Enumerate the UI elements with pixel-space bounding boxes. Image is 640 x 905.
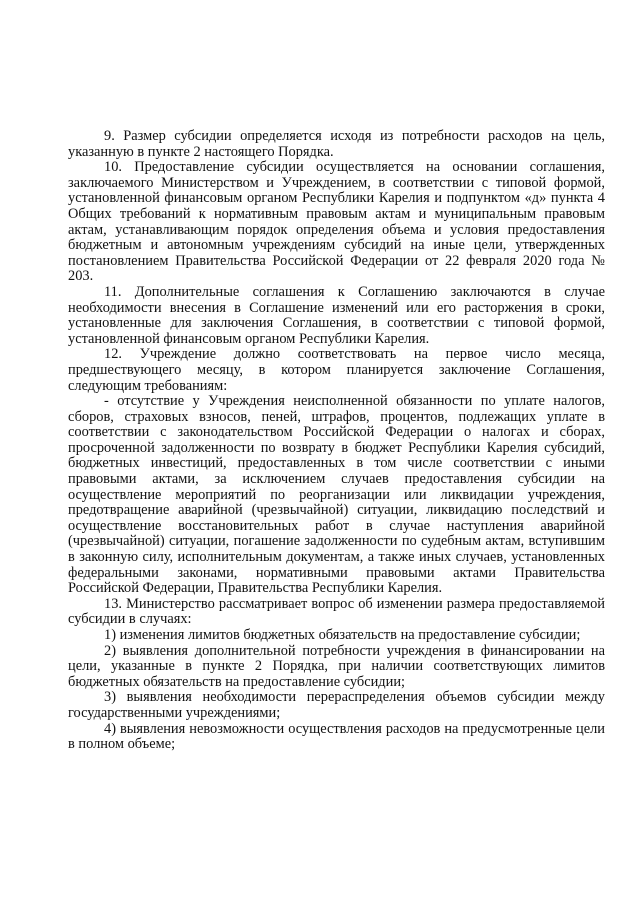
paragraph-13-item-2: 2) выявления дополнительной потребности учреждения в финансировании на цели, указанные в пункте 2 Порядка, при наличии соответствующих лимитов бюджетных обязательств на предоставление субсидии; <box>68 642 605 690</box>
paragraph-12: 12. Учреждение должно соответствовать на первое число месяца, предшествующего месяцу, в котором планируется заключение Соглашения, следующим требованиям: <box>68 346 605 394</box>
paragraph-13-item-1: 1) изменения лимитов бюджетных обязательств на предоставление субсидии; <box>104 627 581 643</box>
paragraph-12-requirement: - отсутствие у Учреждения неисполненной обязанности по уплате налогов, сборов, страховых взносов, пеней, штрафов, процентов, подлежащих уплате в соответствии с законодательством Российской Федерации о налогах и сборах, просроченной задолженности по возврату в бюджет Республики Карелия субсидий, бюджетных инвестиций, предоставленных в том числе соответствии с иными правовыми актами, за исключением случаев предоставления субсидии на осуществление мероприятий по реорганизации или ликвидации учреждения, предотвращение аварийной (чрезвычайной) ситуации, ликвидацию последствий и осуществление восстановительных работ в случае наступления аварийной (чрезвычайной) ситуации, погашение задолженности по судебным актам, вступившим в законную силу, исполнительным документам, а также иных случаев, установленных федеральными законами, нормативными правовыми актами Правительства Российской Федерации, Правительства Республики Карелия. <box>68 393 605 597</box>
paragraph-11: 11. Дополнительные соглашения к Соглашению заключаются в случае необходимости внесения в Соглашение изменений или его расторжения в сроки, установленные для заключения Соглашения, в соответствии с типовой формой, установленной финансовым органом Республики Карелия. <box>68 283 605 347</box>
paragraph-13-item-4: 4) выявления невозможности осуществления расходов на предусмотренные цели в полном объеме; <box>68 720 605 753</box>
paragraph-13: 13. Министерство рассматривает вопрос об изменении размера предоставляемой субсидии в случаях: <box>68 595 605 628</box>
paragraph-9: 9. Размер субсидии определяется исходя из потребности расходов на цель, указанную в пункте 2 настоящего Порядка. <box>68 128 605 160</box>
paragraph-10: 10. Предоставление субсидии осуществляется на основании соглашения, заключаемого Министерством и Учреждением, в соответствии с типовой формой, установленной финансовым органом Республики Карелия и подпунктом «д» пункта 4 Общих требований к нормативным правовым актам и муниципальным правовым актам, устанавливающим порядок определения объема и условия предоставления бюджетным и автономным учреждениям субсидий на иные цели, утвержденных постановлением Правительства Российской Федерации от 22 февраля 2020 года № 203. <box>68 159 605 285</box>
document-body <box>68 129 605 753</box>
paragraph-13-item-3: 3) выявления необходимости перераспределения объемов субсидии между государственными учреждениями; <box>68 689 605 721</box>
